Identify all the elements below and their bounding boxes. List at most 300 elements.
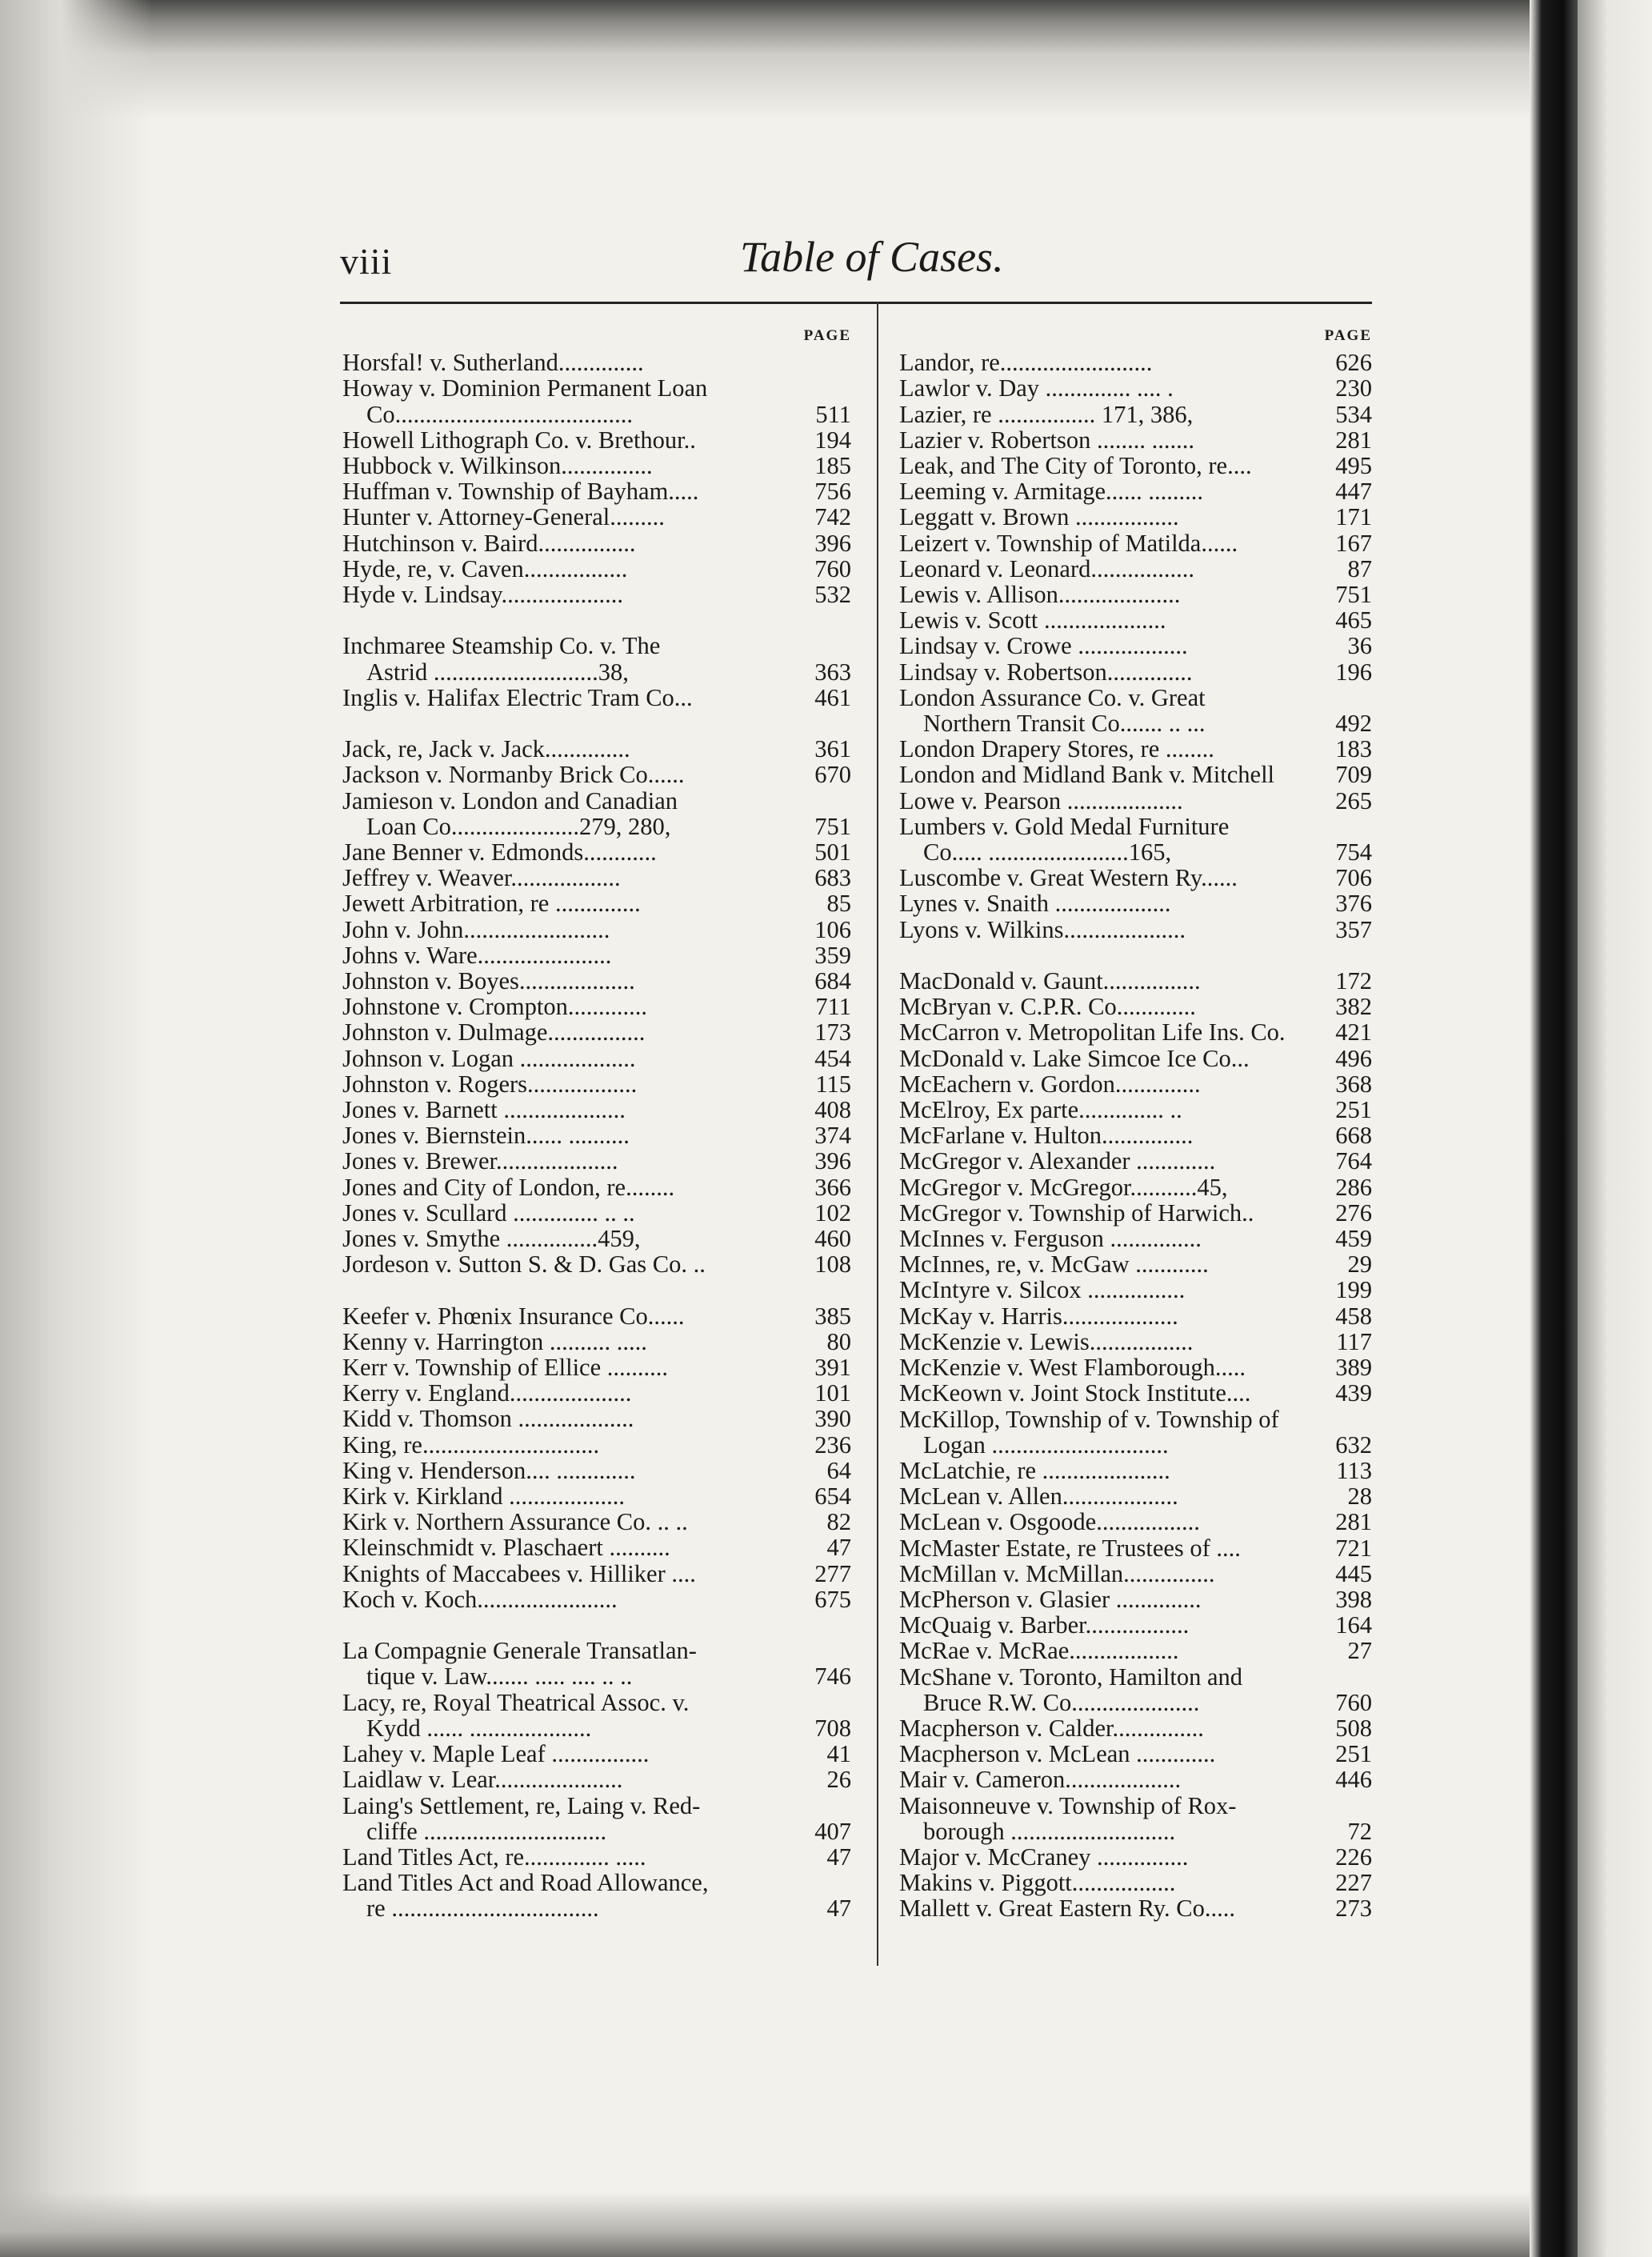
case-name: McLatchie, re ..................... xyxy=(899,1456,1170,1484)
case-entry xyxy=(899,1277,1372,1303)
case-entry xyxy=(899,917,1372,942)
page-number: 251 xyxy=(1335,1740,1372,1768)
case-entry xyxy=(342,788,851,839)
case-name: Leonard v. Leonard................. xyxy=(899,554,1194,582)
page-number: 670 xyxy=(814,761,851,789)
case-name: Jane Benner v. Edmonds............ xyxy=(342,838,657,866)
page-number: 447 xyxy=(1335,478,1372,506)
page-number: 683 xyxy=(814,864,851,892)
case-entry xyxy=(899,375,1372,401)
case-entry xyxy=(899,582,1372,607)
case-entry xyxy=(899,994,1372,1019)
case-entry xyxy=(342,633,851,684)
case-name: McIntyre v. Silcox ................ xyxy=(899,1276,1186,1304)
case-name: Johnstone v. Crompton............. xyxy=(342,993,647,1021)
page-number: 28 xyxy=(1347,1483,1372,1511)
case-entry xyxy=(899,1380,1372,1406)
page-number: 756 xyxy=(814,478,851,506)
case-entry xyxy=(342,1638,851,1689)
case-name: Mair v. Cameron................... xyxy=(899,1766,1182,1794)
case-entry xyxy=(899,762,1372,787)
case-entry xyxy=(899,1767,1372,1792)
case-name: Lewis v. Allison.................... xyxy=(899,581,1181,609)
case-entry xyxy=(899,1664,1372,1715)
case-entry xyxy=(899,1561,1372,1587)
page-number: 754 xyxy=(1335,838,1372,866)
case-name: Johnson v. Logan ................... xyxy=(342,1044,636,1072)
page-number: 760 xyxy=(814,554,851,582)
case-name: Koch v. Koch....................... xyxy=(342,1585,618,1613)
case-name: McLean v. Allen................... xyxy=(899,1483,1178,1511)
case-name: Jones v. Smythe ...............459, xyxy=(342,1225,641,1253)
case-name: Howay v. Dominion Permanent Loan xyxy=(342,374,708,402)
case-name: Land Titles Act and Road Allowance, xyxy=(342,1869,709,1897)
case-name: Howell Lithograph Co. v. Brethour.. xyxy=(342,426,696,454)
case-entry xyxy=(342,1767,851,1792)
case-name: Lindsay v. Robertson.............. xyxy=(899,658,1193,686)
case-name: Jeffrey v. Weaver.................. xyxy=(342,864,621,892)
case-name: London Drapery Stores, re ........ xyxy=(899,735,1214,763)
case-name-continuation: Co....................................... xyxy=(366,400,633,428)
page-number: 286 xyxy=(1335,1173,1372,1201)
page-number: 101 xyxy=(814,1379,851,1407)
case-name-continuation: re .................................. xyxy=(366,1895,599,1923)
case-name: McElroy, Ex parte.............. .. xyxy=(899,1096,1182,1124)
case-name: McShane v. Toronto, Hamilton and xyxy=(899,1663,1243,1691)
page-number: 64 xyxy=(826,1456,851,1484)
case-name: Leeming v. Armitage...... ......... xyxy=(899,478,1204,506)
case-name-continuation: Astrid ...........................38, xyxy=(366,658,629,686)
case-name: Laing's Settlement, re, Laing v. Red- xyxy=(342,1791,701,1819)
case-name: McFarlane v. Hulton............... xyxy=(899,1122,1194,1150)
case-entry xyxy=(342,1355,851,1380)
scan-shadow-top xyxy=(0,0,1652,120)
case-name-continuation: borough ........................... xyxy=(923,1817,1176,1845)
page-number: 85 xyxy=(826,890,851,918)
case-name: Jones v. Scullard .............. .. .. xyxy=(342,1199,635,1227)
case-name: La Compagnie Generale Transatlan- xyxy=(342,1637,697,1665)
case-entry xyxy=(342,1509,851,1535)
page-number: 684 xyxy=(814,967,851,995)
page-number: 366 xyxy=(814,1173,851,1201)
case-entry xyxy=(899,1407,1372,1458)
case-name: McInnes, re, v. McGaw ............ xyxy=(899,1251,1209,1279)
case-entry xyxy=(342,1251,851,1277)
page-number: 113 xyxy=(1336,1456,1372,1484)
case-entry xyxy=(342,1535,851,1560)
page-number: 461 xyxy=(814,683,851,711)
page-number: 196 xyxy=(1335,658,1372,686)
page-number: 492 xyxy=(1335,710,1372,738)
page-number: 446 xyxy=(1335,1766,1372,1794)
case-name: Jones v. Biernstein...... .......... xyxy=(342,1122,630,1150)
page-number: 495 xyxy=(1335,452,1372,479)
case-name: Hyde v. Lindsay.................... xyxy=(342,581,623,609)
case-entry xyxy=(342,1870,851,1921)
page-number: 421 xyxy=(1335,1018,1372,1046)
page-number: 708 xyxy=(814,1714,851,1742)
case-name: Lawlor v. Day .............. .... . xyxy=(899,374,1174,402)
case-entry xyxy=(342,582,851,607)
case-entry xyxy=(899,1251,1372,1277)
case-entry xyxy=(899,788,1372,814)
case-entry xyxy=(342,504,851,530)
case-name: McKenzie v. Lewis................. xyxy=(899,1327,1194,1355)
case-entry xyxy=(342,375,851,426)
page-number: 459 xyxy=(1335,1225,1372,1253)
page-number: 501 xyxy=(814,838,851,866)
scan-shadow-bottom xyxy=(0,2192,1652,2257)
case-entry xyxy=(899,1587,1372,1612)
case-name: Jones and City of London, re........ xyxy=(342,1173,675,1201)
case-entry xyxy=(899,607,1372,633)
case-entry xyxy=(899,685,1372,736)
case-entry xyxy=(899,1535,1372,1561)
case-name: Kirk v. Northern Assurance Co. .. .. xyxy=(342,1508,688,1536)
case-entry xyxy=(342,1148,851,1174)
page-number: 265 xyxy=(1335,786,1372,814)
page-number: 106 xyxy=(814,915,851,943)
group-spacer xyxy=(342,710,851,736)
case-name: Kidd v. Thomson ................... xyxy=(342,1405,634,1433)
page-number: 654 xyxy=(814,1483,851,1511)
case-name: McInnes v. Ferguson ............... xyxy=(899,1225,1202,1253)
page-number: 27 xyxy=(1347,1637,1372,1665)
case-name: McDonald v. Lake Simcoe Ice Co... xyxy=(899,1044,1250,1072)
case-entry xyxy=(342,1844,851,1870)
page-number: 439 xyxy=(1335,1379,1372,1407)
case-name: Kenny v. Harrington .......... ..... xyxy=(342,1327,647,1355)
case-name: Lacy, re, Royal Theatrical Assoc. v. xyxy=(342,1688,690,1716)
case-name: McMaster Estate, re Trustees of .... xyxy=(899,1534,1241,1562)
group-spacer xyxy=(342,607,851,633)
case-entry xyxy=(899,1329,1372,1355)
case-entry xyxy=(342,1122,851,1148)
page-number: 398 xyxy=(1335,1585,1372,1613)
case-name: Jewett Arbitration, re .............. xyxy=(342,890,641,918)
case-name: Kirk v. Kirkland ................... xyxy=(342,1483,625,1511)
case-entry xyxy=(899,1483,1372,1509)
page-number: 508 xyxy=(1335,1714,1372,1742)
case-entry xyxy=(342,1432,851,1458)
case-entry xyxy=(899,1303,1372,1329)
page-number: 236 xyxy=(814,1431,851,1459)
page-number: 173 xyxy=(814,1018,851,1046)
case-entry xyxy=(899,1870,1372,1895)
case-name: John v. John........................ xyxy=(342,915,610,943)
page-number: 675 xyxy=(814,1585,851,1613)
page-number: 706 xyxy=(1335,864,1372,892)
case-entry xyxy=(342,427,851,453)
case-entry xyxy=(899,1844,1372,1870)
case-name: Lynes v. Snaith ................... xyxy=(899,890,1171,918)
page-number: 760 xyxy=(1335,1688,1372,1716)
case-name: London Assurance Co. v. Great xyxy=(899,683,1206,711)
page-number: 167 xyxy=(1335,529,1372,557)
case-name: Hyde, re, v. Caven................. xyxy=(342,554,628,582)
case-name: Kerr v. Township of Ellice .......... xyxy=(342,1354,668,1382)
case-entry xyxy=(899,1458,1372,1483)
page-number: 711 xyxy=(815,993,851,1021)
case-entry xyxy=(342,1175,851,1200)
page-number: 368 xyxy=(1335,1070,1372,1098)
case-entry xyxy=(899,1071,1372,1097)
case-entry xyxy=(342,736,851,762)
case-entry xyxy=(342,1690,851,1741)
group-spacer xyxy=(899,942,1372,968)
page-number: 276 xyxy=(1335,1199,1372,1227)
case-name: Lumbers v. Gold Medal Furniture xyxy=(899,812,1230,840)
page-number: 764 xyxy=(1335,1147,1372,1175)
case-name: Jackson v. Normanby Brick Co...... xyxy=(342,761,685,789)
case-name: Keefer v. Phœnix Insurance Co...... xyxy=(342,1302,685,1330)
scan-shadow-left xyxy=(0,0,152,2257)
case-entry xyxy=(342,1380,851,1406)
case-name: Leggatt v. Brown ................. xyxy=(899,503,1179,531)
page-number: 511 xyxy=(815,400,851,428)
case-entry xyxy=(899,1097,1372,1122)
page-number: 389 xyxy=(1335,1354,1372,1382)
case-name: Hunter v. Attorney-General......... xyxy=(342,503,665,531)
case-entry xyxy=(899,1046,1372,1071)
page-number: 47 xyxy=(826,1895,851,1923)
case-entry xyxy=(342,350,851,375)
case-name: Huffman v. Township of Bayham..... xyxy=(342,478,699,506)
case-entry xyxy=(342,1741,851,1767)
case-name: Horsfal! v. Sutherland.............. xyxy=(342,349,644,377)
page-title: Table of Cases. xyxy=(740,233,1004,281)
case-entry xyxy=(899,1122,1372,1148)
case-entry xyxy=(899,1638,1372,1663)
case-entry xyxy=(342,1226,851,1251)
case-entry xyxy=(899,1793,1372,1844)
group-spacer xyxy=(342,1277,851,1303)
case-name: Lahey v. Maple Leaf ................ xyxy=(342,1740,650,1768)
page-folio: viii xyxy=(340,241,393,282)
case-name: Luscombe v. Great Western Ry...... xyxy=(899,864,1238,892)
case-name: Jones v. Barnett .................... xyxy=(342,1096,626,1124)
case-entry xyxy=(899,453,1372,478)
case-entry xyxy=(899,427,1372,453)
page-number: 47 xyxy=(826,1534,851,1562)
case-name: McGregor v. Township of Harwich.. xyxy=(899,1199,1254,1227)
page-number: 454 xyxy=(814,1044,851,1072)
case-entry xyxy=(342,942,851,968)
group-spacer xyxy=(342,1612,851,1638)
page-number: 172 xyxy=(1335,967,1372,995)
page-number: 445 xyxy=(1335,1559,1372,1587)
case-name: Lewis v. Scott .................... xyxy=(899,606,1166,634)
page-number: 391 xyxy=(814,1354,851,1382)
page-number: 374 xyxy=(814,1122,851,1150)
case-name: Lyons v. Wilkins.................... xyxy=(899,915,1186,943)
case-name-continuation: Bruce R.W. Co..................... xyxy=(923,1688,1200,1716)
page-number: 185 xyxy=(814,452,851,479)
page-number: 746 xyxy=(814,1663,851,1691)
case-name: McQuaig v. Barber................. xyxy=(899,1611,1190,1639)
case-entry xyxy=(342,530,851,556)
case-entry xyxy=(899,350,1372,375)
case-entry xyxy=(899,1509,1372,1535)
case-name: Kleinschmidt v. Plaschaert .......... xyxy=(342,1534,670,1562)
case-name: McKeown v. Joint Stock Institute.... xyxy=(899,1379,1251,1407)
case-name-continuation: Northern Transit Co....... .. ... xyxy=(923,710,1206,738)
case-name: Makins v. Piggott................. xyxy=(899,1869,1176,1897)
case-name: Lowe v. Pearson ................... xyxy=(899,786,1183,814)
case-name: McKillop, Township of v. Township of xyxy=(899,1405,1279,1433)
page-number: 465 xyxy=(1335,606,1372,634)
case-name: McLean v. Osgoode................. xyxy=(899,1508,1200,1536)
case-name: McKay v. Harris................... xyxy=(899,1302,1178,1330)
page-number: 458 xyxy=(1335,1302,1372,1330)
case-name: Johnston v. Boyes................... xyxy=(342,967,635,995)
case-entry xyxy=(899,1715,1372,1741)
case-entry xyxy=(899,556,1372,582)
page-number: 407 xyxy=(814,1817,851,1845)
page-number: 668 xyxy=(1335,1122,1372,1150)
page-number: 376 xyxy=(1335,890,1372,918)
page-number: 532 xyxy=(814,581,851,609)
page-number: 709 xyxy=(1335,761,1372,789)
case-entry xyxy=(342,1587,851,1612)
case-entry xyxy=(342,1097,851,1122)
header-rule xyxy=(340,302,1372,304)
case-entry xyxy=(899,1355,1372,1380)
case-name-continuation: Kydd ...... .................... xyxy=(366,1714,592,1742)
case-name: Landor, re......................... xyxy=(899,349,1153,377)
case-name: Leizert v. Township of Matilda...... xyxy=(899,529,1238,557)
case-name: Johnston v. Rogers.................. xyxy=(342,1070,638,1098)
case-name-continuation: cliffe .............................. xyxy=(366,1817,607,1845)
page-number: 359 xyxy=(814,941,851,969)
column-divider xyxy=(877,302,878,1966)
case-name: McBryan v. C.P.R. Co............. xyxy=(899,993,1196,1021)
case-entry xyxy=(342,1303,851,1329)
page-number: 534 xyxy=(1335,400,1372,428)
page-number: 632 xyxy=(1335,1431,1372,1459)
case-entry xyxy=(899,1612,1372,1638)
case-entry xyxy=(899,865,1372,890)
case-entry xyxy=(899,1148,1372,1174)
left-column xyxy=(342,324,851,1922)
page-number: 80 xyxy=(826,1327,851,1355)
case-name: McPherson v. Glasier .............. xyxy=(899,1585,1202,1613)
case-entry xyxy=(899,659,1372,685)
case-entry xyxy=(342,994,851,1019)
case-name: Inglis v. Halifax Electric Tram Co... xyxy=(342,683,693,711)
page-number: 36 xyxy=(1347,632,1372,660)
case-name: McGregor v. McGregor...........45, xyxy=(899,1173,1228,1201)
case-name: London and Midland Bank v. Mitchell xyxy=(899,761,1275,789)
case-entry xyxy=(342,1019,851,1045)
page-number: 199 xyxy=(1335,1276,1372,1304)
case-name: McCarron v. Metropolitan Life Ins. Co. xyxy=(899,1018,1286,1046)
page-number: 194 xyxy=(814,426,851,454)
case-name: MacDonald v. Gaunt................ xyxy=(899,967,1201,995)
case-name: Leak, and The City of Toronto, re.... xyxy=(899,452,1252,479)
page-number: 273 xyxy=(1335,1895,1372,1923)
case-name: Inchmaree Steamship Co. v. The xyxy=(342,632,661,660)
case-entry xyxy=(899,504,1372,530)
page-number: 396 xyxy=(814,529,851,557)
case-name-continuation: Logan ............................. xyxy=(923,1431,1169,1459)
page-number: 230 xyxy=(1335,374,1372,402)
case-name: Macpherson v. Calder............... xyxy=(899,1714,1204,1742)
case-entry xyxy=(899,814,1372,865)
page-number: 227 xyxy=(1335,1869,1372,1897)
right-column xyxy=(899,324,1372,1922)
case-entry xyxy=(342,478,851,504)
case-name: Hutchinson v. Baird................ xyxy=(342,529,636,557)
page-column-header: PAGE xyxy=(803,327,851,344)
case-entry xyxy=(342,1071,851,1097)
case-entry xyxy=(899,1895,1372,1921)
book-page-edge xyxy=(1578,0,1652,2257)
case-entry xyxy=(342,839,851,865)
case-entry xyxy=(342,865,851,890)
case-entry xyxy=(342,453,851,478)
case-name: Maisonneuve v. Township of Rox- xyxy=(899,1791,1237,1819)
case-name: Land Titles Act, re.............. ..... xyxy=(342,1843,646,1871)
page-header xyxy=(340,232,1372,296)
case-name: Kerry v. England.................... xyxy=(342,1379,632,1407)
case-name: Johnston v. Dulmage................ xyxy=(342,1018,646,1046)
page-number: 281 xyxy=(1335,426,1372,454)
case-name: Jones v. Brewer.................... xyxy=(342,1147,618,1175)
case-name: Macpherson v. McLean ............. xyxy=(899,1740,1216,1768)
page-number: 29 xyxy=(1347,1251,1372,1279)
case-entry xyxy=(342,1046,851,1071)
case-entry xyxy=(342,968,851,994)
page-number: 251 xyxy=(1335,1096,1372,1124)
page-number: 382 xyxy=(1335,993,1372,1021)
page-number: 102 xyxy=(814,1199,851,1227)
case-entry xyxy=(342,685,851,710)
case-entry xyxy=(899,478,1372,504)
case-entry xyxy=(342,556,851,582)
page-number: 396 xyxy=(814,1147,851,1175)
case-name: McGregor v. Alexander ............. xyxy=(899,1147,1216,1175)
page-number: 751 xyxy=(1335,581,1372,609)
case-name: McEachern v. Gordon.............. xyxy=(899,1070,1201,1098)
case-name: McMillan v. McMillan............... xyxy=(899,1559,1215,1587)
case-name: Lazier, re ................ 171, 386, xyxy=(899,400,1194,428)
page-number: 226 xyxy=(1335,1843,1372,1871)
case-entry xyxy=(899,890,1372,916)
page-number: 108 xyxy=(814,1251,851,1279)
case-entry xyxy=(899,1175,1372,1200)
case-name-continuation: tique v. Law....... ..... .... .. .. xyxy=(366,1663,633,1691)
page-number: 626 xyxy=(1335,349,1372,377)
case-name: Major v. McCraney ............... xyxy=(899,1843,1189,1871)
case-name: King v. Henderson.... ............. xyxy=(342,1456,636,1484)
case-name: Johns v. Ware...................... xyxy=(342,941,612,969)
case-entry xyxy=(342,762,851,787)
case-name: McRae v. McRae.................. xyxy=(899,1637,1179,1665)
page-column-header: PAGE xyxy=(1324,327,1372,344)
page-number: 26 xyxy=(826,1766,851,1794)
case-name: Hubbock v. Wilkinson............... xyxy=(342,452,653,479)
case-name: Lindsay v. Crowe .................. xyxy=(899,632,1188,660)
page-number: 496 xyxy=(1335,1044,1372,1072)
page-number: 385 xyxy=(814,1302,851,1330)
book-binding-gutter xyxy=(1530,0,1578,2257)
case-entry xyxy=(899,968,1372,994)
case-name: Jack, re, Jack v. Jack.............. xyxy=(342,735,630,763)
page-number: 390 xyxy=(814,1405,851,1433)
page-number: 72 xyxy=(1347,1817,1372,1845)
page-number: 82 xyxy=(826,1508,851,1536)
